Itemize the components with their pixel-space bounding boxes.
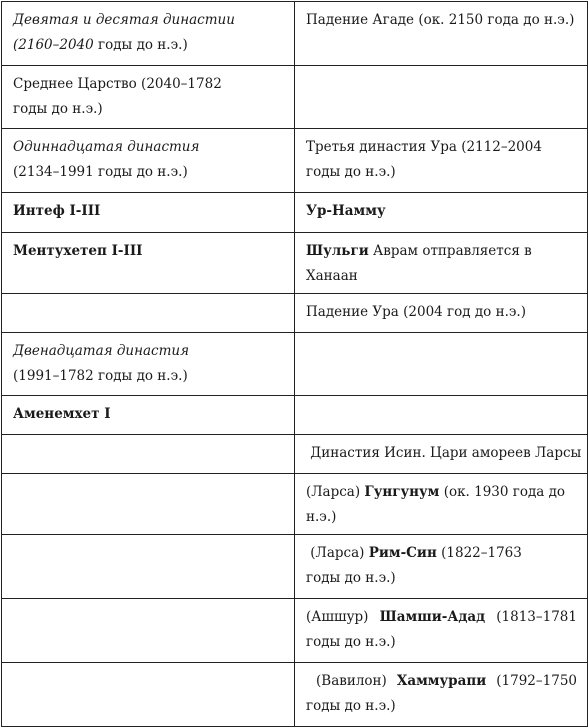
- cell-text: (Ларса): [306, 484, 365, 500]
- cell-text: Двенадцатая династия: [13, 343, 190, 359]
- table-row: [2, 129, 588, 193]
- egypt-cell: [2, 2, 295, 66]
- cell-text: Одиннадцатая династия: [13, 139, 200, 155]
- cell-text: (1822–1763 годы до н.э.): [306, 545, 522, 586]
- table-row: [2, 193, 588, 233]
- chronology-table: [1, 1, 588, 727]
- table-row: [2, 396, 588, 435]
- cell-text: Хаммурапи: [396, 673, 487, 689]
- table-row: [2, 333, 588, 396]
- cell-text: (1991–1782 годы до н.э.): [13, 368, 188, 384]
- table-row: [2, 535, 588, 599]
- cell-text: (Ашшур): [306, 609, 380, 625]
- mesopotamia-cell: [295, 435, 588, 474]
- mesopotamia-cell: [295, 294, 588, 333]
- mesopotamia-cell: [295, 129, 588, 193]
- cell-text: (1792–1750 годы до н.э.): [306, 673, 577, 714]
- egypt-cell: [2, 663, 295, 727]
- table-row: [2, 233, 588, 294]
- mesopotamia-cell: [295, 663, 588, 727]
- cell-text: Династия Исин. Цари амореев Ларсы: [306, 445, 582, 461]
- cell-text: (2134–1991 годы до н.э.): [13, 164, 188, 180]
- cell-text: Ур-Намму: [306, 203, 386, 219]
- cell-text: (Вавилон): [306, 673, 397, 689]
- table-row: [2, 435, 588, 474]
- egypt-cell: [2, 599, 295, 663]
- egypt-cell: [2, 129, 295, 193]
- egypt-cell: [2, 474, 295, 535]
- cell-text: Рим-Син: [368, 545, 437, 561]
- cell-text: Падение Агаде (ок. 2150 года до н.э.): [306, 12, 575, 28]
- cell-text: Интеф I-III: [13, 203, 101, 219]
- egypt-cell: [2, 233, 295, 294]
- mesopotamia-cell: [295, 474, 588, 535]
- mesopotamia-cell: [295, 66, 588, 129]
- cell-text: годы до н.э.): [93, 37, 188, 53]
- egypt-cell: [2, 66, 295, 129]
- cell-text: Падение Ура (2004 год до н.э.): [306, 304, 526, 320]
- cell-text: Девятая и десятая династии (2160–2040: [13, 12, 235, 53]
- mesopotamia-cell: [295, 535, 588, 599]
- table-row: [2, 599, 588, 663]
- cell-text: Аврам отправляется в Ханаан: [306, 243, 532, 284]
- cell-text: Ментухетеп I-III: [13, 243, 143, 259]
- egypt-cell: [2, 193, 295, 233]
- mesopotamia-cell: [295, 233, 588, 294]
- egypt-cell: [2, 294, 295, 333]
- table-row: [2, 2, 588, 66]
- cell-text: Шульги: [306, 243, 369, 259]
- cell-text: (ок. 1930 года до н.э.): [306, 484, 566, 525]
- egypt-cell: [2, 396, 295, 435]
- cell-text: (1813–1781 годы до н.э.): [306, 609, 577, 650]
- egypt-cell: [2, 535, 295, 599]
- egypt-cell: [2, 333, 295, 396]
- table-row: [2, 66, 588, 129]
- cell-text: Гунгунум: [364, 484, 440, 500]
- mesopotamia-cell: [295, 193, 588, 233]
- table-row: [2, 294, 588, 333]
- egypt-cell: [2, 435, 295, 474]
- table-row: [2, 474, 588, 535]
- table-row: [2, 663, 588, 727]
- cell-text: Аменемхет I: [13, 406, 111, 422]
- cell-text: (Ларса): [306, 545, 369, 561]
- mesopotamia-cell: [295, 2, 588, 66]
- cell-text: Третья династия Ура (2112–2004 годы до н.э.): [306, 139, 542, 180]
- mesopotamia-cell: [295, 599, 588, 663]
- mesopotamia-cell: [295, 333, 588, 396]
- mesopotamia-cell: [295, 396, 588, 435]
- cell-text: Среднее Царство (2040–1782 годы до н.э.): [13, 76, 222, 117]
- cell-text: Шамши-Адад: [379, 609, 486, 625]
